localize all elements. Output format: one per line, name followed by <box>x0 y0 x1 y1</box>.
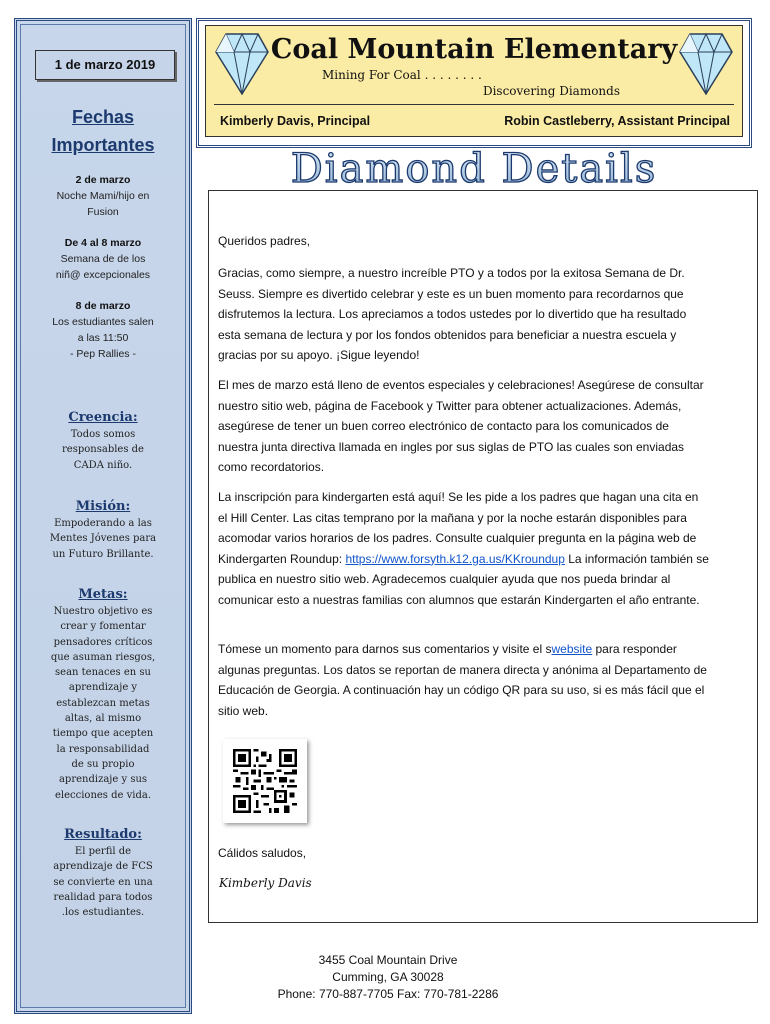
issue-date: 1 de marzo 2019 <box>35 50 175 80</box>
contact-phone-fax: Phone: 770-887-7705 Fax: 770-781-2286 <box>277 987 499 1001</box>
important-dates-title-line2: Importantes <box>51 135 155 155</box>
address-city: Cumming, GA 30028 <box>332 970 444 984</box>
important-dates-title-line1: Fechas <box>71 107 135 127</box>
goals-line: la responsabilidad <box>56 743 150 755</box>
goals-line: que asuman riesgos, <box>50 651 156 663</box>
belief-line: CADA niño. <box>73 459 133 471</box>
outcome-line: realidad para todos <box>53 891 153 903</box>
outcome-title: Resultado: <box>64 827 142 842</box>
paragraph-text: Tómese un momento para darnos sus comentarios y visite el s <box>218 642 552 656</box>
goals-line: altas, al mismo <box>64 713 142 725</box>
letter-paragraph <box>218 639 710 721</box>
outcome-line: se convierte en una <box>53 876 153 888</box>
assistant-principal-name: Robin Castleberry, Assistant Principal <box>504 114 730 128</box>
outcome-line: El perfil de <box>74 846 132 857</box>
goals-line: sean tenaces en su <box>55 667 151 679</box>
event-text: Semana de de los <box>60 253 146 265</box>
banner-text: Diamond Details <box>290 146 658 190</box>
mission-line: Empoderando a las <box>54 518 152 529</box>
masthead <box>196 18 752 148</box>
qr-code[interactable] <box>223 739 307 823</box>
newsletter-banner <box>210 144 738 190</box>
goals-line: aprendizaje y <box>68 682 138 694</box>
mission-line: Mentes Jóvenes para <box>49 533 157 545</box>
goals-line: elecciones de vida. <box>54 789 151 801</box>
letter-paragraph: Gracias, como siempre, a nuestro increíble PTO y a todos por la exitosa Semana de Dr. Seuss. Siempre es divertido celebrar y este es un buen momento para recordarnos que disfrutemos la lectura. Los apreciamos a todos ustedes por lo divertido que ha resultado esta semana de lectura y por los fondos obtenidos para beneficiar a nuestra escuela y gracias por su apoyo. ¡Sigue leyendo! <box>218 266 687 363</box>
event-text: Noche Mami/hijo en <box>56 190 150 202</box>
belief-line: Todos somos <box>70 429 136 440</box>
goals-text <box>39 604 167 803</box>
qr-code-icon <box>233 749 297 813</box>
school-name: Coal Mountain Elementary <box>270 34 678 65</box>
masthead-divider <box>214 104 734 105</box>
paragraph-text: para responder algunas preguntas. Los datos se reportan de manera directa y anónima al Departamento de Educación de Georgia. A continuación hay un código QR para su uso, si es más fácil que el sitio web. <box>218 642 707 718</box>
important-dates-title <box>21 103 185 159</box>
letter-paragraph <box>218 487 710 611</box>
belief-title: Creencia: <box>68 410 138 425</box>
tagline-mining: Mining For Coal . . . . . . . . <box>322 68 482 82</box>
goals-line: tiempo que acepten <box>52 728 154 740</box>
event-text: niñ@ excepcionales <box>55 269 151 281</box>
paragraph-text: La información también se publica en nuestro sitio web. Agradecemos cualquier ayuda que nos pueda brindar al comunicar esto a nuestras familias con alumnos que estarán Kindergarten el año entrante. <box>218 551 709 607</box>
outcome-line: .los estudiantes. <box>61 907 145 919</box>
signature: Kimberly Davis <box>219 876 312 890</box>
goals-line: Nuestro objetivo es <box>53 606 153 617</box>
event-item <box>21 235 185 283</box>
paragraph-text: La inscripción para kindergarten está aquí! Se les pide a los padres que hagan una cita en el Hill Center. Las citas temprano por la mañana y por la noche estarán disponibles para acomodar varios horarios de los padres. Consulte cualquier pregunta en la página web de Kindergarten Roundup: <box>218 490 699 566</box>
kindergarten-roundup-link[interactable]: https://www.forsyth.k12.ga.us/KKroundup <box>345 551 565 566</box>
mission-text <box>39 516 167 562</box>
letter-closing: Cálidos saludos, <box>218 846 307 860</box>
school-address <box>208 952 568 1003</box>
belief-line: responsables de <box>62 444 144 456</box>
event-date: De 4 al 8 marzo <box>64 237 142 249</box>
goals-line: aprendizaje y sus <box>58 774 148 786</box>
event-item <box>21 172 185 220</box>
letter-paragraph: El mes de marzo está lleno de eventos especiales y celebraciones! Asegúrese de consultar nuestro sitio web, página de Facebook y Twitter para obtener actualizaciones. Además, asegúrese de tener un buen correo electrónico de contacto para los comunicados de nuestra junta directiva llamada en ingles por sus siglas de PTO las cuales son enviadas como recordatorios. <box>218 378 704 475</box>
event-date: 2 de marzo <box>75 174 131 186</box>
event-item <box>21 298 185 362</box>
sidebar <box>14 18 192 1014</box>
belief-text <box>39 427 167 473</box>
masthead-panel <box>205 25 743 137</box>
goals-line: pensadores críticos <box>53 636 153 648</box>
goals-title: Metas: <box>78 587 128 602</box>
letter-greeting: Queridos padres, <box>218 234 311 248</box>
outcome-text <box>39 844 167 920</box>
goals-line: crear y fomentar <box>60 621 146 633</box>
survey-website-link[interactable]: website <box>551 642 593 656</box>
mission-title: Misión: <box>75 499 131 514</box>
event-date: 8 de marzo <box>75 300 131 312</box>
event-text: Fusion <box>87 206 119 218</box>
goals-line: de su propio <box>71 758 135 770</box>
letter-box <box>208 190 758 923</box>
principal-name: Kimberly Davis, Principal <box>220 114 371 128</box>
event-text: - Pep Rallies - <box>70 348 136 360</box>
event-text: Los estudiantes salen <box>52 316 154 328</box>
mission-line: un Futuro Brillante. <box>52 548 154 560</box>
tagline-diamonds: Discovering Diamonds <box>482 84 620 98</box>
outcome-line: aprendizaje de FCS <box>53 861 153 873</box>
event-text: a las 11:50 <box>77 332 129 344</box>
goals-line: establezcan metas <box>56 697 150 709</box>
sidebar-panel <box>20 24 186 1008</box>
address-street: 3455 Coal Mountain Drive <box>318 953 458 967</box>
